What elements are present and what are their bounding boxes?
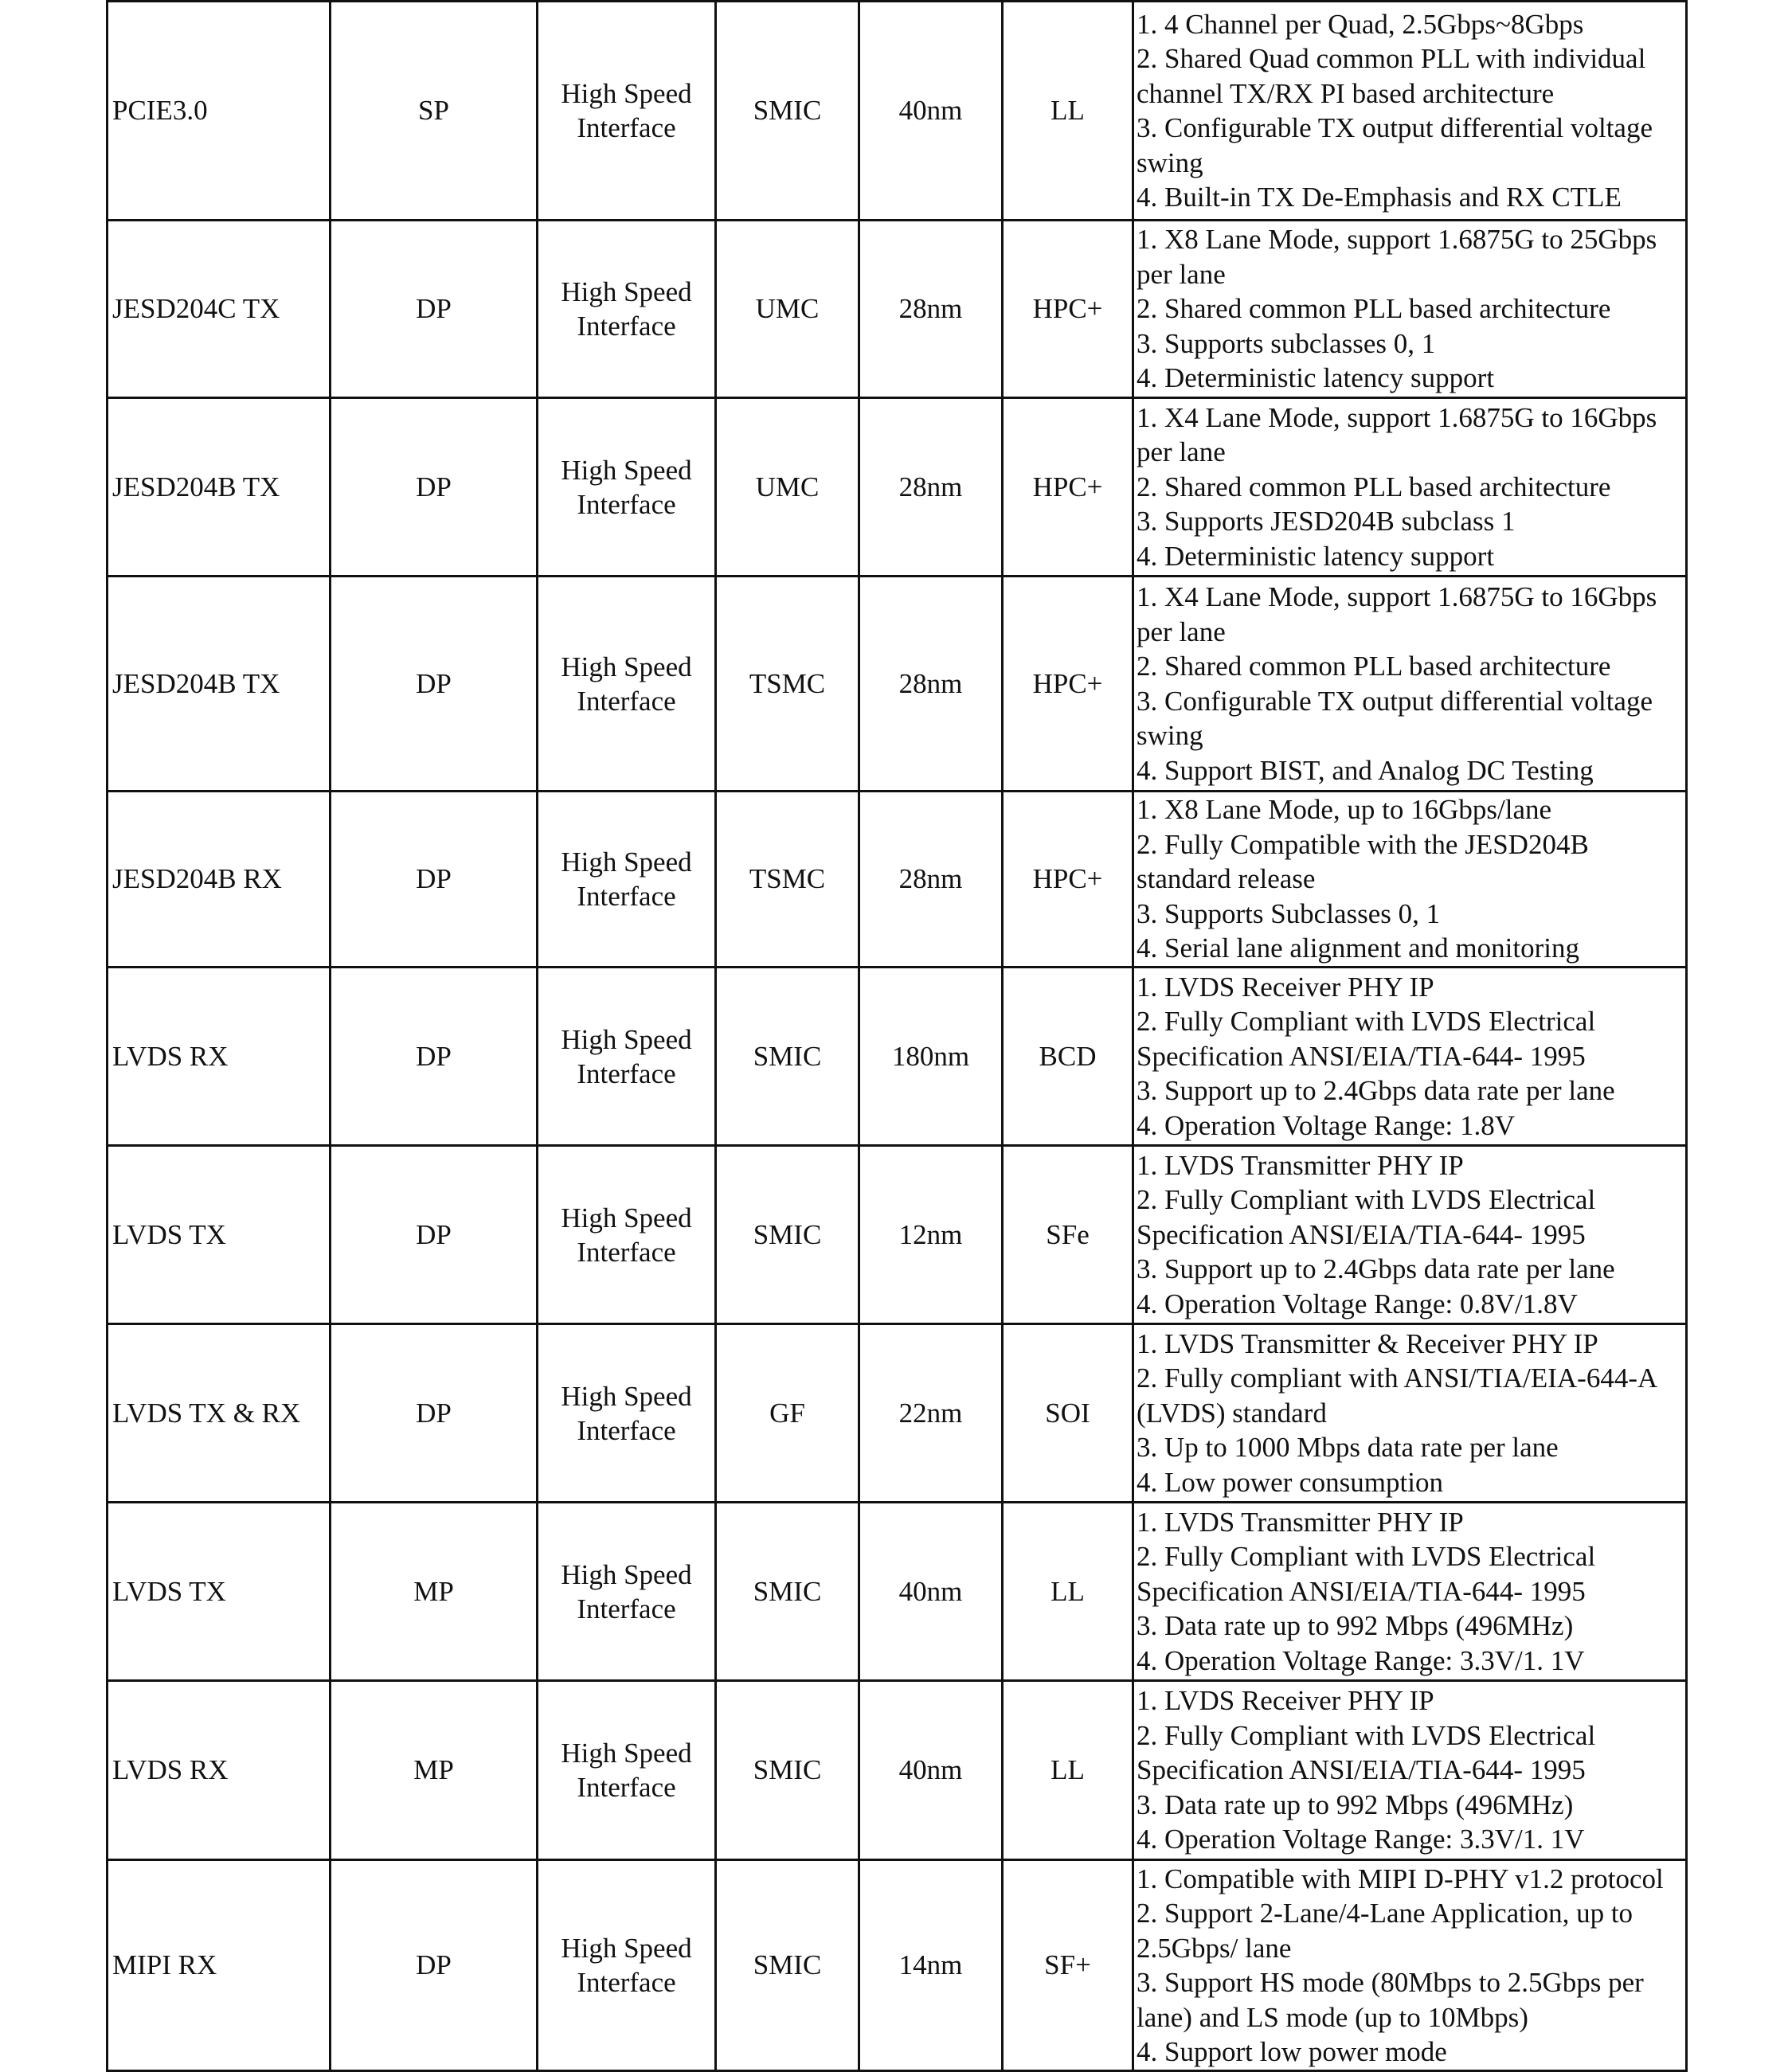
- feature-item: 2. Fully Compliant with LVDS Electrical Specification ANSI/EIA/TIA-644- 1995: [1137, 1006, 1596, 1072]
- feature-item: 2. Shared common PLL based architecture: [1137, 471, 1611, 502]
- feature-item: 4. Deterministic latency support: [1137, 362, 1495, 394]
- ip-name-cell: LVDS TX: [108, 1503, 331, 1681]
- process-cell: BCD: [1003, 968, 1133, 1146]
- node-cell: 12nm: [859, 1146, 1003, 1324]
- feature-item: 3. Support HS mode (80Mbps to 2.5Gbps per lane) and LS mode (up to 10Mbps): [1137, 1967, 1644, 2033]
- node-cell: 22nm: [859, 1324, 1003, 1503]
- category-line: High Speed: [561, 1380, 692, 1412]
- features-cell: [1133, 577, 1687, 792]
- features-cell: [1133, 1681, 1687, 1860]
- feature-item: 4. Operation Voltage Range: 1.8V: [1137, 1109, 1516, 1141]
- feature-item: 1. X4 Lane Mode, support 1.6875G to 16Gbps per lane: [1137, 401, 1657, 468]
- foundry-cell: SMIC: [716, 1860, 859, 2071]
- ip-name-cell: JESD204C TX: [108, 221, 331, 398]
- feature-item: 4. Support low power mode: [1137, 2036, 1447, 2067]
- foundry-cell: SMIC: [716, 2, 859, 221]
- feature-item: 2. Shared common PLL based architecture: [1137, 651, 1611, 682]
- ip-name-cell: LVDS TX & RX: [108, 1324, 331, 1503]
- ip-spec-table: [106, 0, 1688, 2072]
- category-line: Interface: [577, 881, 676, 912]
- table-row: [108, 221, 1687, 398]
- feature-item: 4. Operation Voltage Range: 3.3V/1. 1V: [1137, 1644, 1585, 1676]
- category-cell: [538, 1146, 716, 1324]
- ip-type-cell: DP: [331, 1860, 538, 2071]
- category-line: Interface: [577, 1058, 676, 1089]
- feature-item: 4. Deterministic latency support: [1137, 540, 1495, 572]
- feature-item: 3. Support up to 2.4Gbps data rate per lane: [1137, 1253, 1615, 1285]
- node-cell: 40nm: [859, 2, 1003, 221]
- category-cell: [538, 1324, 716, 1503]
- category-line: High Speed: [561, 1023, 692, 1055]
- ip-name-cell: PCIE3.0: [108, 2, 331, 221]
- feature-item: 4. Low power consumption: [1137, 1466, 1443, 1498]
- foundry-cell: TSMC: [716, 577, 859, 792]
- ip-type-cell: MP: [331, 1503, 538, 1681]
- process-cell: LL: [1003, 1503, 1133, 1681]
- category-line: High Speed: [561, 846, 692, 878]
- node-cell: 28nm: [859, 398, 1003, 577]
- feature-item: 1. LVDS Receiver PHY IP: [1137, 1685, 1434, 1717]
- feature-item: 4. Support BIST, and Analog DC Testing: [1137, 754, 1594, 786]
- node-cell: 28nm: [859, 221, 1003, 398]
- feature-item: 3. Data rate up to 992 Mbps (496MHz): [1137, 1789, 1574, 1820]
- feature-item: 2. Fully Compliant with LVDS Electrical Specification ANSI/EIA/TIA-644- 1995: [1137, 1541, 1596, 1607]
- features-cell: [1133, 968, 1687, 1146]
- node-cell: 28nm: [859, 577, 1003, 792]
- category-line: High Speed: [561, 1558, 692, 1590]
- node-cell: 40nm: [859, 1681, 1003, 1860]
- process-cell: SOI: [1003, 1324, 1133, 1503]
- feature-item: 4. Operation Voltage Range: 3.3V/1. 1V: [1137, 1824, 1585, 1855]
- feature-item: 3. Supports Subclasses 0, 1: [1137, 897, 1441, 929]
- ip-type-cell: DP: [331, 1146, 538, 1324]
- ip-type-cell: DP: [331, 398, 538, 577]
- features-cell: [1133, 1324, 1687, 1503]
- feature-item: 3. Supports subclasses 0, 1: [1137, 327, 1436, 359]
- category-cell: [538, 1681, 716, 1860]
- feature-item: 3. Up to 1000 Mbps data rate per lane: [1137, 1432, 1559, 1464]
- foundry-cell: UMC: [716, 221, 859, 398]
- category-line: Interface: [577, 1967, 676, 1998]
- feature-item: 3. Support up to 2.4Gbps data rate per lane: [1137, 1075, 1615, 1107]
- feature-item: 3. Supports JESD204B subclass 1: [1137, 506, 1516, 538]
- process-cell: HPC+: [1003, 577, 1133, 792]
- category-line: High Speed: [561, 454, 692, 486]
- category-cell: [538, 968, 716, 1146]
- category-line: High Speed: [561, 1202, 692, 1233]
- process-cell: LL: [1003, 2, 1133, 221]
- feature-item: 2. Support 2-Lane/4-Lane Application, up to 2.5Gbps/ lane: [1137, 1898, 1633, 1964]
- node-cell: 14nm: [859, 1860, 1003, 2071]
- process-cell: LL: [1003, 1681, 1133, 1860]
- category-cell: [538, 792, 716, 968]
- category-line: Interface: [577, 311, 676, 342]
- category-line: High Speed: [561, 651, 692, 682]
- category-line: High Speed: [561, 276, 692, 307]
- feature-item: 2. Shared common PLL based architecture: [1137, 293, 1611, 325]
- process-cell: HPC+: [1003, 792, 1133, 968]
- table-row: [108, 2, 1687, 221]
- table-row: [108, 1503, 1687, 1681]
- node-cell: 28nm: [859, 792, 1003, 968]
- ip-name-cell: JESD204B TX: [108, 577, 331, 792]
- ip-type-cell: SP: [331, 2, 538, 221]
- feature-item: 1. LVDS Transmitter PHY IP: [1137, 1149, 1464, 1181]
- ip-type-cell: DP: [331, 221, 538, 398]
- features-cell: [1133, 221, 1687, 398]
- feature-item: 2. Fully compliant with ANSI/TIA/EIA-644-A (LVDS) standard: [1137, 1362, 1657, 1429]
- category-cell: [538, 1503, 716, 1681]
- category-line: Interface: [577, 1414, 676, 1446]
- table-row: [108, 1681, 1687, 1860]
- category-line: Interface: [577, 685, 676, 717]
- foundry-cell: SMIC: [716, 1681, 859, 1860]
- process-cell: HPC+: [1003, 221, 1133, 398]
- category-cell: [538, 398, 716, 577]
- features-cell: [1133, 792, 1687, 968]
- category-line: Interface: [577, 1593, 676, 1624]
- category-line: Interface: [577, 1236, 676, 1268]
- foundry-cell: UMC: [716, 398, 859, 577]
- ip-name-cell: LVDS RX: [108, 968, 331, 1146]
- foundry-cell: GF: [716, 1324, 859, 1503]
- ip-name-cell: JESD204B RX: [108, 792, 331, 968]
- ip-name-cell: LVDS RX: [108, 1681, 331, 1860]
- feature-item: 1. X8 Lane Mode, up to 16Gbps/lane: [1137, 794, 1552, 826]
- process-cell: HPC+: [1003, 398, 1133, 577]
- feature-item: 4. Serial lane alignment and monitoring: [1137, 932, 1579, 964]
- feature-item: 4. Operation Voltage Range: 0.8V/1.8V: [1137, 1288, 1578, 1319]
- table-row: [108, 1860, 1687, 2071]
- category-line: Interface: [577, 112, 676, 143]
- ip-name-cell: MIPI RX: [108, 1860, 331, 2071]
- node-cell: 40nm: [859, 1503, 1003, 1681]
- foundry-cell: SMIC: [716, 968, 859, 1146]
- process-cell: SFe: [1003, 1146, 1133, 1324]
- features-cell: [1133, 1146, 1687, 1324]
- feature-item: 4. Built-in TX De-Emphasis and RX CTLE: [1137, 182, 1622, 213]
- ip-type-cell: DP: [331, 1324, 538, 1503]
- category-cell: [538, 577, 716, 792]
- feature-item: 1. Compatible with MIPI D-PHY v1.2 protocol: [1137, 1863, 1664, 1894]
- foundry-cell: SMIC: [716, 1146, 859, 1324]
- ip-type-cell: DP: [331, 577, 538, 792]
- category-cell: [538, 1860, 716, 2071]
- feature-item: 2. Fully Compatible with the JESD204B standard release: [1137, 828, 1589, 895]
- feature-item: 1. 4 Channel per Quad, 2.5Gbps~8Gbps: [1137, 8, 1584, 40]
- ip-table-body: [108, 2, 1687, 2071]
- feature-item: 1. LVDS Transmitter & Receiver PHY IP: [1137, 1327, 1598, 1359]
- foundry-cell: SMIC: [716, 1503, 859, 1681]
- category-line: High Speed: [561, 78, 692, 109]
- category-cell: [538, 221, 716, 398]
- table-row: [108, 1324, 1687, 1503]
- foundry-cell: TSMC: [716, 792, 859, 968]
- category-line: Interface: [577, 1772, 676, 1803]
- features-cell: [1133, 1860, 1687, 2071]
- ip-type-cell: DP: [331, 968, 538, 1146]
- category-line: Interface: [577, 488, 676, 520]
- feature-item: 1. LVDS Receiver PHY IP: [1137, 971, 1434, 1003]
- table-row: [108, 1146, 1687, 1324]
- feature-item: 2. Fully Compliant with LVDS Electrical Specification ANSI/EIA/TIA-644- 1995: [1137, 1184, 1596, 1250]
- feature-item: 3. Configurable TX output differential voltage swing: [1137, 685, 1653, 751]
- features-cell: [1133, 2, 1687, 221]
- feature-item: 3. Data rate up to 992 Mbps (496MHz): [1137, 1610, 1574, 1642]
- feature-item: 1. X4 Lane Mode, support 1.6875G to 16Gbps per lane: [1137, 581, 1657, 647]
- ip-type-cell: DP: [331, 792, 538, 968]
- features-cell: [1133, 1503, 1687, 1681]
- feature-item: 1. X8 Lane Mode, support 1.6875G to 25Gbps per lane: [1137, 224, 1657, 290]
- ip-type-cell: MP: [331, 1681, 538, 1860]
- table-row: [108, 398, 1687, 577]
- feature-item: 1. LVDS Transmitter PHY IP: [1137, 1506, 1464, 1538]
- process-cell: SF+: [1003, 1860, 1133, 2071]
- category-line: High Speed: [561, 1738, 692, 1769]
- features-cell: [1133, 398, 1687, 577]
- ip-name-cell: JESD204B TX: [108, 398, 331, 577]
- feature-item: 2. Fully Compliant with LVDS Electrical Specification ANSI/EIA/TIA-644- 1995: [1137, 1719, 1596, 1786]
- feature-item: 2. Shared Quad common PLL with individual channel TX/RX PI based architecture: [1137, 43, 1646, 109]
- category-line: High Speed: [561, 1933, 692, 1964]
- node-cell: 180nm: [859, 968, 1003, 1146]
- category-cell: [538, 2, 716, 221]
- feature-item: 3. Configurable TX output differential voltage swing: [1137, 112, 1653, 178]
- table-row: [108, 968, 1687, 1146]
- table-row: [108, 577, 1687, 792]
- ip-name-cell: LVDS TX: [108, 1146, 331, 1324]
- table-row: [108, 792, 1687, 968]
